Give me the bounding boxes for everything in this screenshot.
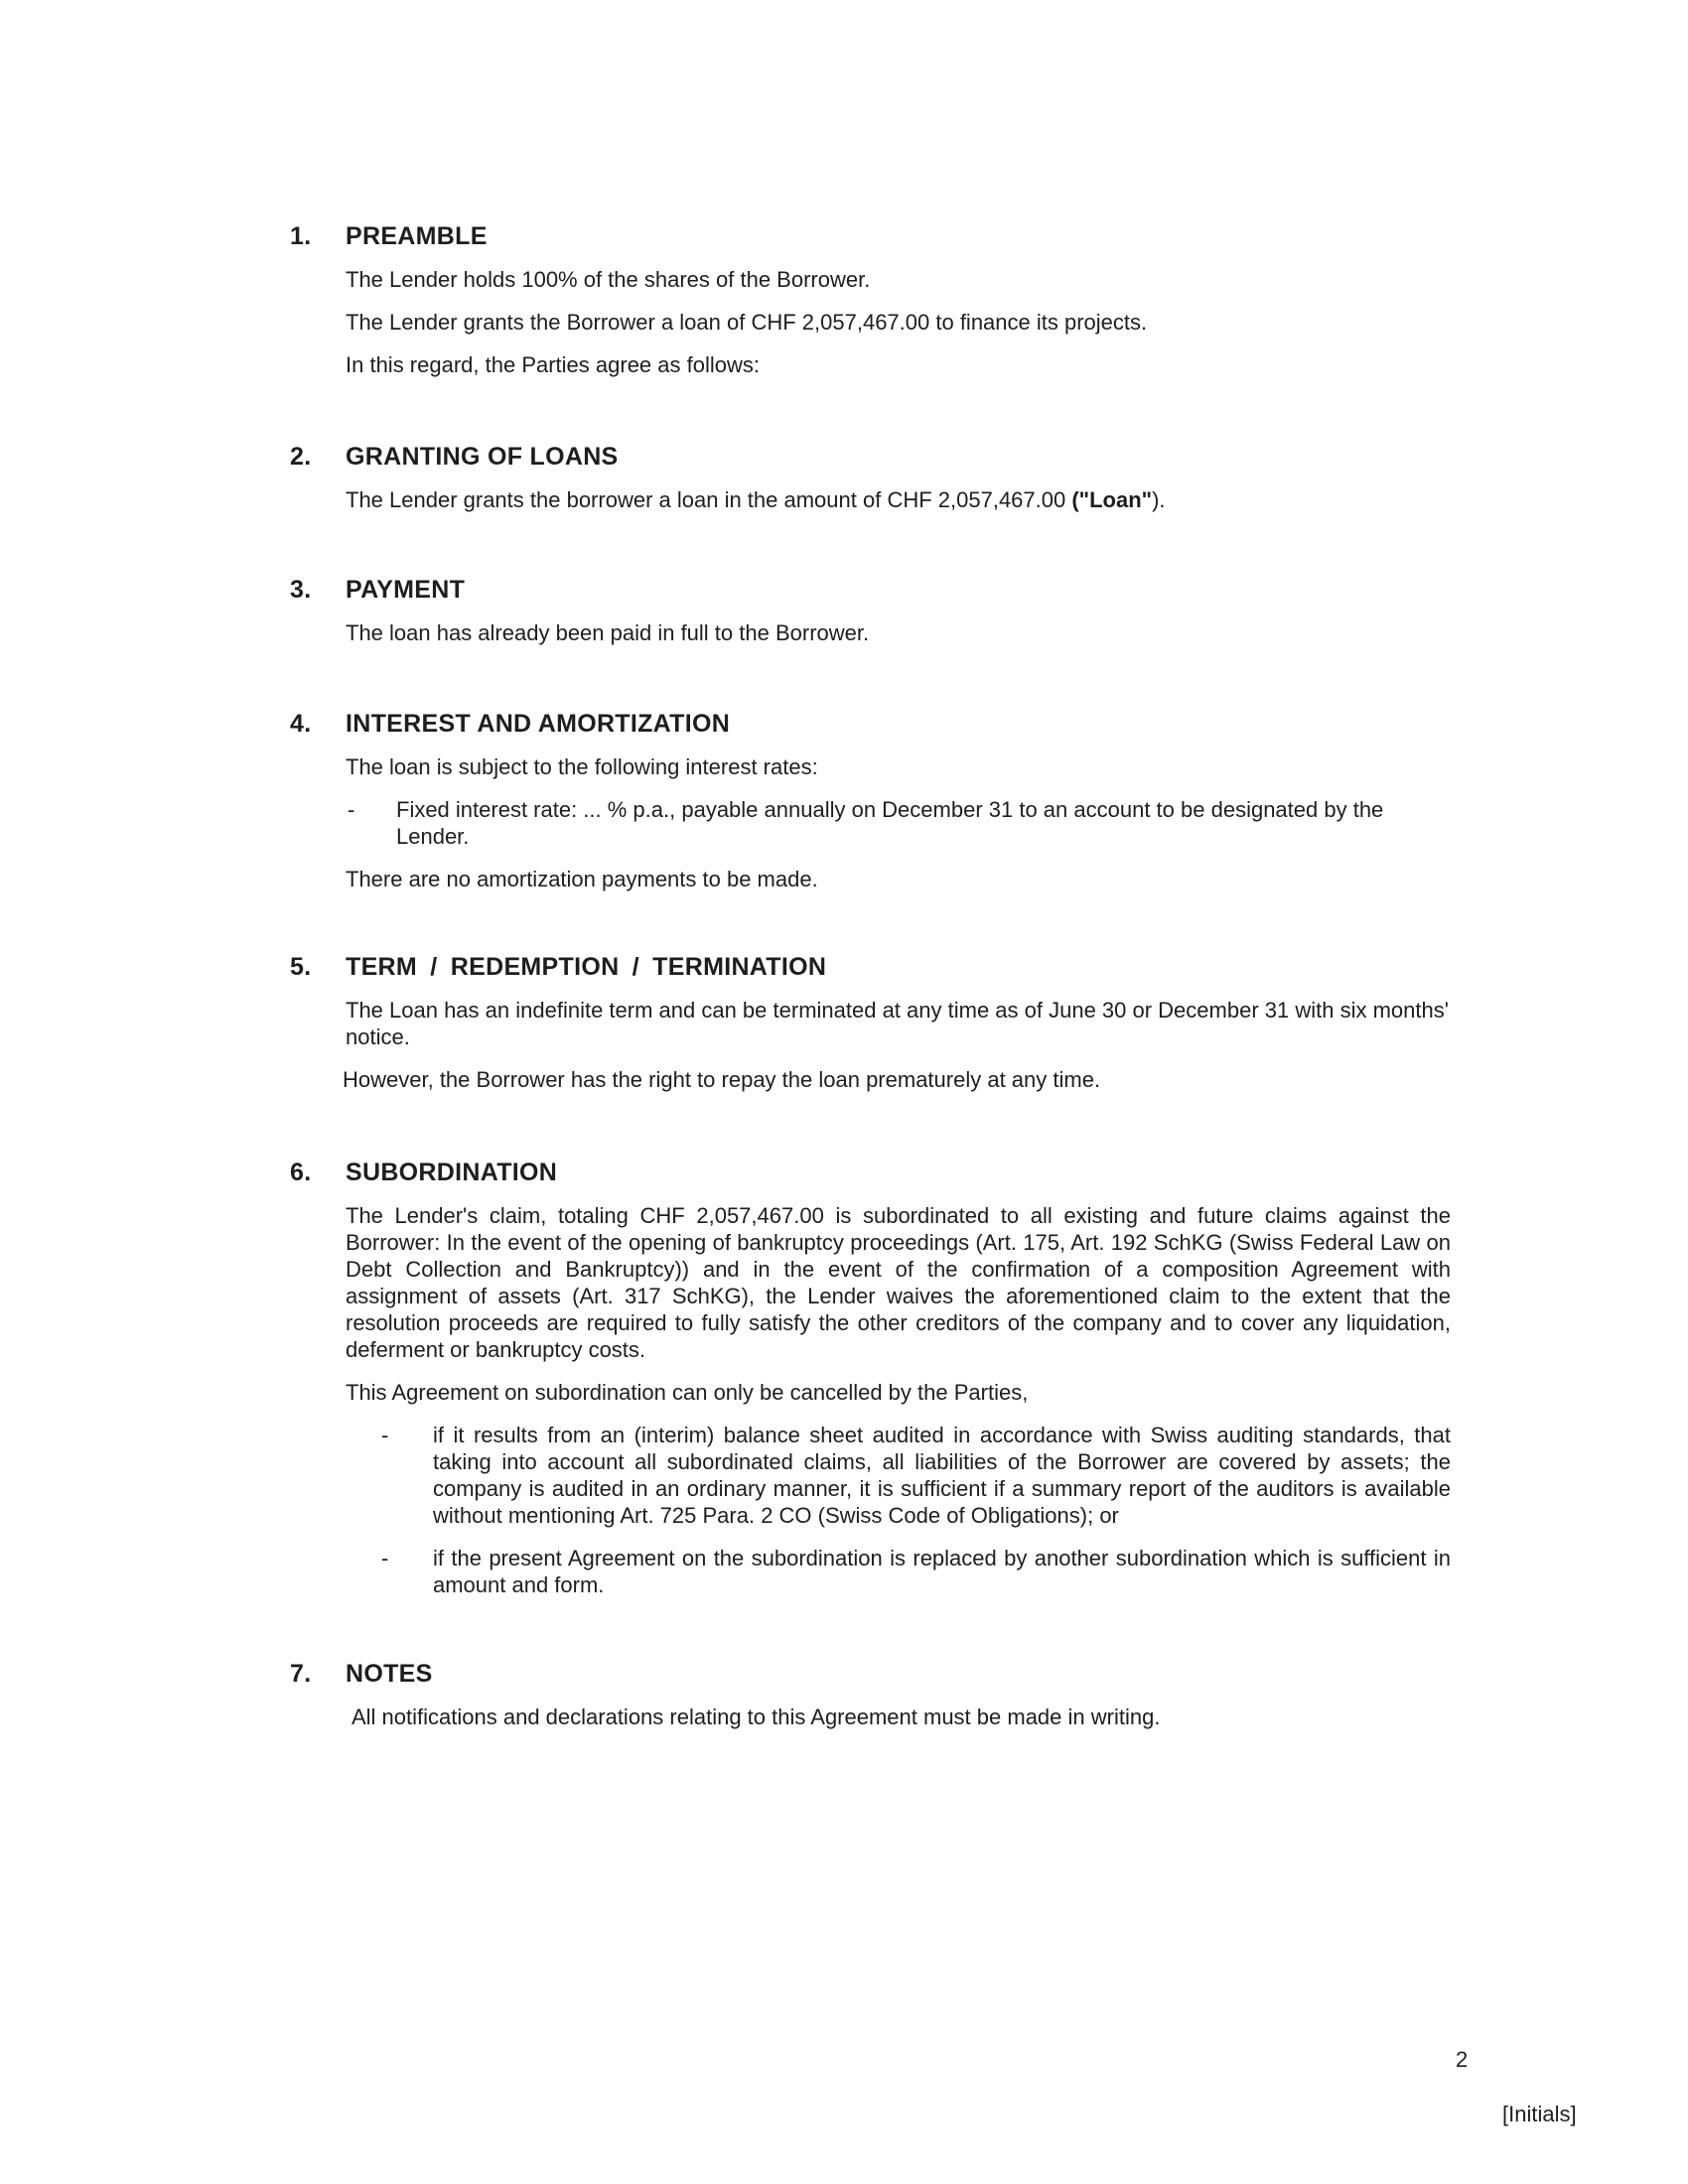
dash-bullet: - (381, 1546, 389, 1570)
section-heading (290, 443, 1462, 478)
section-number: 7. (290, 1660, 312, 1688)
section-title: SUBORDINATION (346, 1159, 558, 1186)
paragraph: In this regard, the Parties agree as follows: (346, 352, 760, 377)
initials-placeholder: [Initials] (1502, 2102, 1577, 2126)
dash-bullet: - (348, 797, 355, 822)
list-item (346, 1422, 1451, 1529)
section-preamble (290, 222, 1462, 394)
section-notes (290, 1660, 1462, 1746)
section-number: 5. (290, 953, 312, 981)
section-heading (290, 1660, 1462, 1696)
section-body (343, 997, 1451, 1093)
section-term-redemption-termination (290, 953, 1462, 1109)
section-number: 2. (290, 443, 312, 471)
section-title: NOTES (346, 1660, 433, 1688)
section-number: 3. (290, 576, 312, 604)
section-heading (290, 1159, 1462, 1194)
section-body (346, 753, 1451, 892)
section-payment (290, 576, 1462, 662)
paragraph: All notifications and declarations relating to this Agreement must be made in writing. (352, 1705, 1161, 1729)
section-body (346, 619, 1451, 646)
section-title: INTEREST AND AMORTIZATION (346, 710, 731, 738)
paragraph: However, the Borrower has the right to repay the loan prematurely at any time. (343, 1067, 1101, 1092)
section-heading (290, 710, 1462, 746)
section-number: 1. (290, 222, 312, 250)
paragraph: The Lender grants the Borrower a loan of CHF 2,057,467.00 to finance its projects. (346, 310, 1148, 335)
paragraph (346, 486, 1451, 513)
section-body (346, 486, 1451, 513)
paragraph-text: The Lender grants the borrower a loan in the amount of CHF 2,057,467.00 (346, 487, 1072, 512)
paragraph: The Lender holds 100% of the shares of the Borrower. (346, 267, 871, 292)
section-heading (290, 953, 1462, 989)
section-title: TERM / REDEMPTION / TERMINATION (346, 953, 827, 981)
section-body (346, 1202, 1451, 1598)
section-heading (290, 576, 1462, 612)
section-interest-and-amortization (290, 710, 1462, 908)
section-title: PREAMBLE (346, 222, 488, 250)
paragraph-end: ). (1152, 487, 1166, 512)
section-heading (290, 222, 1462, 258)
section-granting-of-loans (290, 443, 1462, 529)
section-title: GRANTING OF LOANS (346, 443, 619, 471)
dash-bullet: - (381, 1423, 389, 1447)
section-number: 4. (290, 710, 312, 738)
section-body (346, 266, 1451, 378)
list-item (346, 796, 1451, 850)
section-number: 6. (290, 1159, 312, 1186)
section-body (352, 1704, 1457, 1730)
section-subordination (290, 1159, 1462, 1614)
paragraph: There are no amortization payments to be made. (346, 867, 818, 891)
list-item-text: if it results from an (interim) balance sheet audited in accordance with Swiss auditing standards, that taking into account all subordinated claims, all liabilities of the Borrower are covered by assets; the company is audited in an ordinary manner, it is sufficient if a summary report of the auditors is available without mentioning Art. 725 Para. 2 CO (Swiss Code of Obligations); or (433, 1423, 1451, 1528)
paragraph: The loan is subject to the following interest rates: (346, 754, 818, 779)
paragraph: This Agreement on subordination can only be cancelled by the Parties, (346, 1380, 1029, 1405)
list-item (346, 1545, 1451, 1598)
list-item-text: if the present Agreement on the subordination is replaced by another subordination which is sufficient in amount and form. (433, 1546, 1451, 1597)
paragraph: The Loan has an indefinite term and can be terminated at any time as of June 30 or December 31 with six months' notice. (346, 998, 1449, 1049)
list-item-text: Fixed interest rate: ... % p.a., payable annually on December 31 to an account to be designated by the Lender. (396, 797, 1384, 849)
defined-term: ("Loan" (1071, 487, 1153, 512)
paragraph: The Lender's claim, totaling CHF 2,057,467.00 is subordinated to all existing and future claims against the Borrower: In the event of the opening of bankruptcy proceedings (Art. 175, Art. 192 SchKG (Swiss Federal Law on Debt Collection and Bankruptcy)) and in the event of the confirmation of a composition Agreement with assignment of assets (Art. 317 SchKG), the Lender waives the aforementioned claim to the extent that the resolution proceeds are required to fully satisfy the other creditors of the company and to cover any liquidation, deferment or bankruptcy costs. (346, 1203, 1451, 1362)
page-number: 2 (1456, 2047, 1469, 2072)
section-title: PAYMENT (346, 576, 466, 604)
paragraph: The loan has already been paid in full to the Borrower. (346, 620, 870, 645)
